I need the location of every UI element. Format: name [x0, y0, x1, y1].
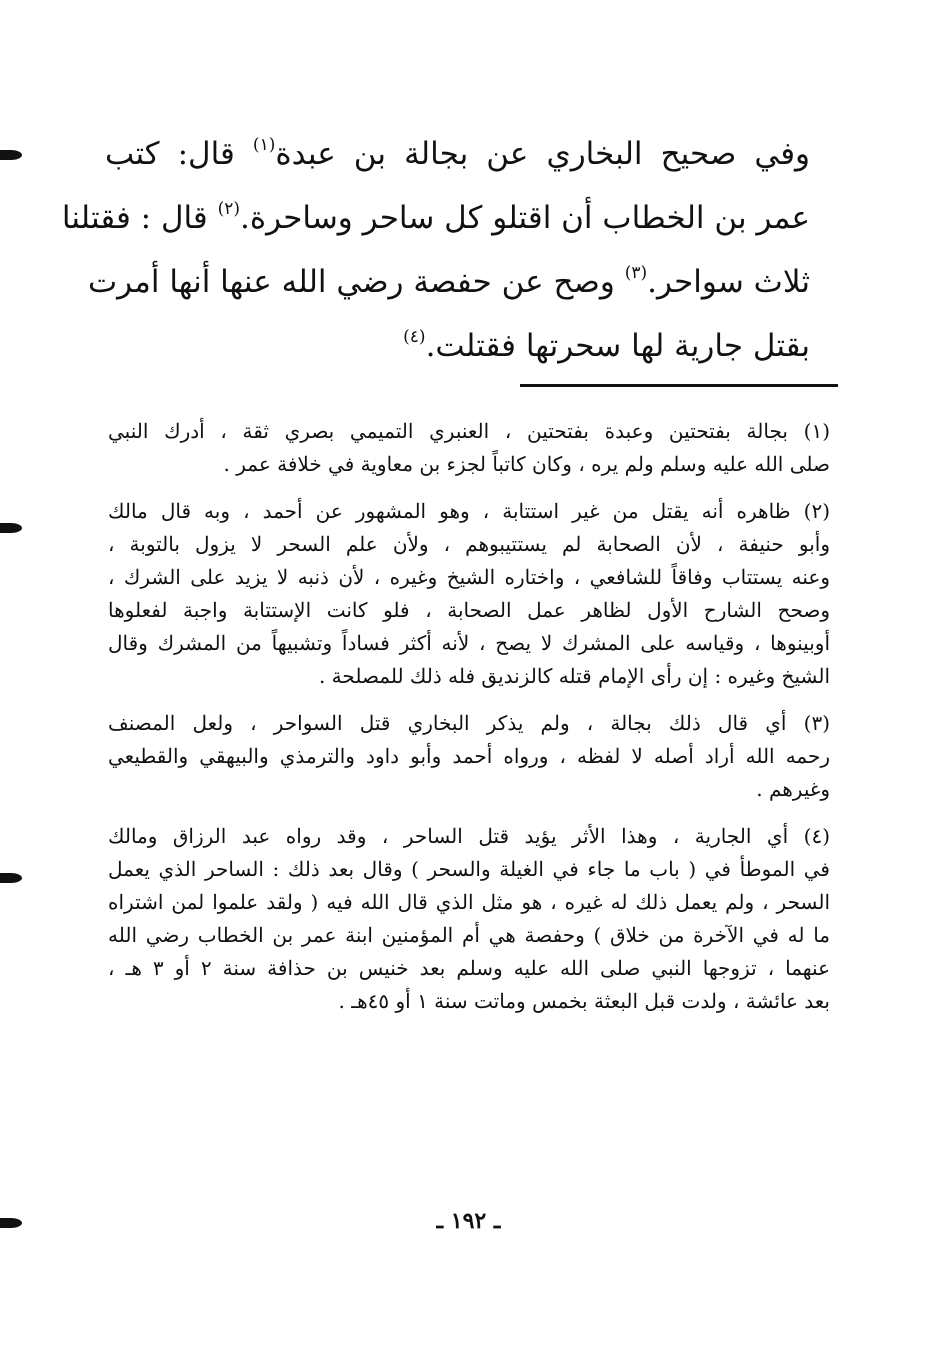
- main-line-text: عمر بن الخطاب أن اقتلو كل ساحر وساحرة.: [240, 200, 810, 236]
- main-line-text: ثلاث سواحر.: [647, 264, 810, 300]
- footnotes: [108, 415, 830, 1032]
- main-line: [87, 250, 810, 314]
- footnote-line: (١) بجالة بفتحتين وعبدة بفتحتين ، العنبري التميمي بصري ثقة ، أدرك النبي: [108, 419, 830, 443]
- binding-mark: [0, 873, 22, 883]
- main-line-text: قال : فقتلنا: [61, 200, 218, 236]
- footnote-4: [108, 820, 830, 1018]
- footnote-line: الشيخ وغيره : إن رأى الإمام قتله كالزنديق فله ذلك للمصلحة .: [318, 664, 830, 688]
- footnote-ref: (٤): [403, 327, 426, 347]
- main-line: [61, 186, 810, 250]
- main-line-text: وفي صحيح البخاري عن بجالة بن عبدة: [275, 136, 810, 172]
- main-paragraph: [61, 122, 810, 378]
- footnote-line: وعنه يستتاب وفاقاً للشافعي ، واختاره الشيخ وغيره ، لأن ذنبه لا يزيد على الشرك ،: [108, 565, 830, 589]
- footnote-line: وصحح الشارح الأول لظاهر عمل الصحابة ، فلو كانت الإستتابة واجبة لفعلوها: [108, 598, 830, 622]
- footnote-line: بعد عائشة ، ولدت قبل البعثة بخمس وماتت سنة ١ أو ٤٥هـ .: [338, 989, 830, 1013]
- footnote-2: [108, 495, 830, 693]
- main-line-text: بقتل جارية لها سحرتها فقتلت.: [425, 328, 810, 364]
- footnote-line: ما له في الآخرة من خلاق ) وحفصة هي أم المؤمنين ابنة عمر بن الخطاب رضي الله: [108, 923, 830, 947]
- footnote-line: وغيرهم .: [756, 777, 830, 801]
- main-line: [105, 314, 810, 378]
- footnote-line: السحر ، ولم يعمل ذلك له غيره ، هو مثل الذي قال الله فيه ( ولقد علموا لمن اشتراه: [108, 890, 830, 914]
- footnote-ref: (١): [252, 135, 276, 155]
- footnote-1: [108, 415, 830, 481]
- page-number: ـ ١٩٢ ـ: [436, 1208, 501, 1234]
- footnote-ref: (٣): [624, 263, 648, 283]
- footnote-line: وأبو حنيفة ، لأن الصحابة لم يستتيبوهم ، ولأن علم السحر لا يزول بالتوبة ،: [108, 532, 830, 556]
- binding-mark: [0, 150, 22, 160]
- footnote-line: رحمه الله أراد أصله لا لفظه ، ورواه أحمد وأبو داود والترمذي والبيهقي والقطيعي: [108, 744, 830, 768]
- footnote-line: (٢) ظاهره أنه يقتل من غير استتابة ، وهو المشهور عن أحمد ، وبه قال مالك: [108, 499, 830, 523]
- footnote-line: أوبينوها ، وقياسه على المشرك لا يصح ، لأنه أكثر فساداً وتشبيهاً من المشرك وقال: [108, 631, 830, 655]
- footnote-3: [108, 707, 830, 806]
- footnote-separator: [520, 384, 838, 387]
- footnote-line: صلى الله عليه وسلم ولم يره ، وكان كاتباً لجزء بن معاوية في خلافة عمر .: [223, 452, 830, 476]
- footnote-line: في الموطأ في ( باب ما جاء في الغيلة والسحر ) وقال بعد ذلك : الساحر الذي يعمل: [108, 857, 830, 881]
- main-line-text: قال: كتب: [105, 136, 253, 172]
- footnote-line: عنهما ، تزوجها النبي صلى الله عليه وسلم بعد خنيس بن حذافة سنة ٢ أو ٣ هـ ،: [108, 956, 830, 980]
- footnote-ref: (٢): [217, 199, 241, 219]
- main-line-text: وصح عن حفصة رضي الله عنها أنها أمرت: [87, 264, 625, 300]
- footnote-line: (٣) أي قال ذلك بجالة ، ولم يذكر البخاري قتل السواحر ، ولعل المصنف: [108, 711, 830, 735]
- main-line: [105, 122, 810, 186]
- footnote-line: (٤) أي الجارية ، وهذا الأثر يؤيد قتل الساحر ، وقد رواه عبد الرزاق ومالك: [108, 824, 830, 848]
- binding-mark: [0, 523, 22, 533]
